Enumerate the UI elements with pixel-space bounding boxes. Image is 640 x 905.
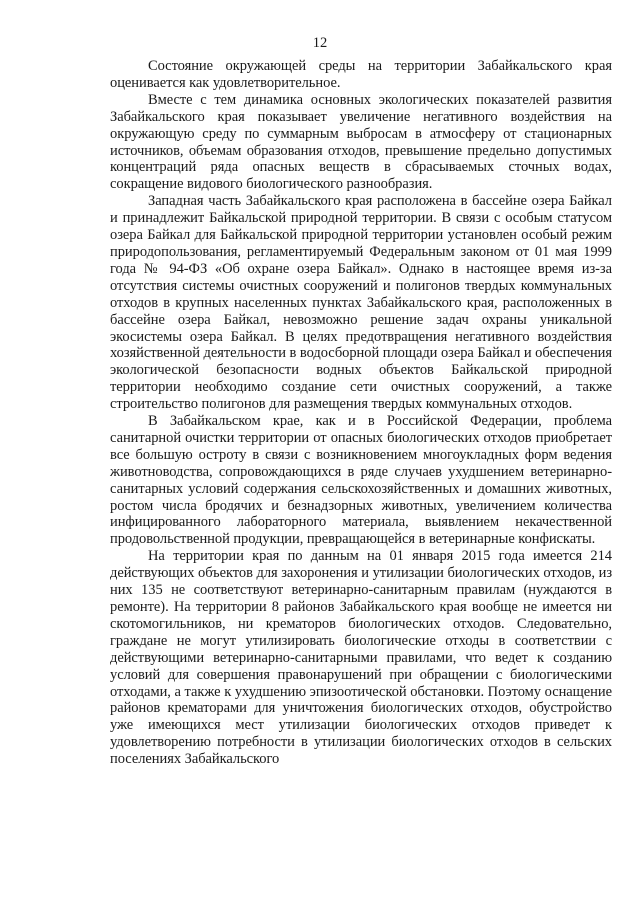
paragraph-baikal-territory: Западная часть Забайкальского края расположена в бассейне озера Байкал и принадлежит Байкальской природной территории. В связи с особым статусом озера Байкал для Байкальской природной территории установлен особый режим природопользования, регламентируемый Федеральным законом от 01 мая 1999 года № 94-ФЗ «Об охране озера Байкал». Однако в настоящее время из-за отсутствия системы очистных сооружений и полигонов твердых коммунальных отходов в крупных населенных пунктах Забайкальского края, расположенных в бассейне озера Байкал, невозможно решение задач охраны уникальной экосистемы озера Байкал. В целях предотвращения негативного воздействия хозяйственной деятельности в водосборной площади озера Байкал и обеспечения экологической безопасности водных объектов Байкальской природной территории необходимо создание сети очистных сооружений, а также строительство полигонов для размещения твердых коммунальных отходов. — [110, 193, 612, 413]
paragraph-ecological-dynamics: Вместе с тем динамика основных экологических показателей развития Забайкальского края показывает увеличение негативного воздействия на окружающую среду по суммарным выбросам в атмосферу от стационарных источников, объемам образования отходов, превышение предельно допустимых концентраций ряда опасных веществ в сбрасываемых сточных водах, сокращение видового биологического разнообразия. — [110, 91, 612, 193]
paragraph-environment-status: Состояние окружающей среды на территории Забайкальского края оценивается как удовлетворительное. — [110, 58, 612, 91]
page-number: 12 — [312, 35, 328, 51]
document-body — [110, 58, 612, 768]
paragraph-disposal-facilities: На территории края по данным на 01 января 2015 года имеется 214 действующих объектов для захоронения и утилизации биологических отходов, из них 135 не соответствуют ветеринарно-санитарным правилам (нуждаются в ремонте). На территории 8 районов Забайкальского края вообще не имеется ни скотомогильников, ни крематоров биологических отходов. Следовательно, граждане не могут утилизировать биологические отходы в соответствии с действующими ветеринарно-санитарными правилами, что ведет к созданию условий для совершения правонарушений при обращении с биологическими отходами, а также к ухудшению эпизоотической обстановки. Поэтому оснащение районов крематорами для уничтожения биологических отходов, обустройство уже имеющихся мест утилизации биологических отходов приведет к удовлетворению потребности в утилизации биологических отходов в сельских поселениях Забайкальского — [110, 548, 612, 768]
paragraph-biological-waste-problem: В Забайкальском крае, как и в Российской Федерации, проблема санитарной очистки территории от опасных биологических отходов приобретает все большую остроту в связи с возникновением многоукладных форм ведения животноводства, сопровождающихся в ряде случаев ухудшением ветеринарно-санитарных условий содержания сельскохозяйственных и домашних животных, ростом числа бродячих и безнадзорных животных, увеличением количества инфицированного лабораторного материала, выявлением некачественной продовольственной продукции, превращающейся в ветеринарные конфискаты. — [110, 413, 612, 548]
